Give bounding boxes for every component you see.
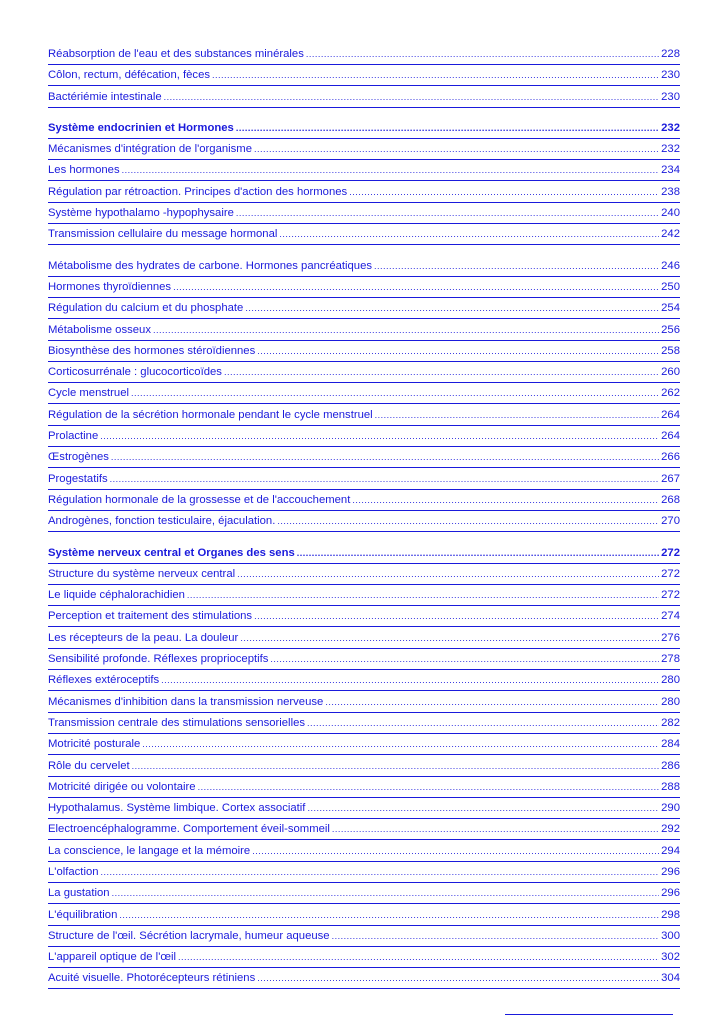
toc-entry-link[interactable] [48,183,680,204]
footer-rule [505,1014,673,1015]
dot-leader [142,735,659,754]
toc-entry-row [48,183,680,203]
toc-entry-title: La gustation [48,887,110,900]
toc-entry-title: Transmission centrale des stimulations sensorielles [48,716,306,729]
dot-leader [257,342,659,361]
dot-leader [173,278,659,297]
toc-entry-link[interactable] [48,363,680,384]
toc-entry-page: 264 [661,408,680,421]
toc-entry-link[interactable] [48,735,680,756]
toc-entry-title: Réabsorption de l'eau et des substances minérales [48,48,304,60]
toc-entry-title: Structure de l'œil. Sécrétion lacrymale, humeur aqueuse [48,929,330,942]
toc-entry-link[interactable] [48,863,680,884]
toc-entry-page: 250 [661,280,680,293]
dot-leader [236,204,659,223]
dot-leader [349,183,659,202]
toc-entry-title: Hormones thyroïdiennes [48,280,172,293]
section-gap [48,109,680,119]
toc-entry-title: Electroencéphalogramme. Comportement éveil-sommeil [48,823,330,836]
toc-entry-link[interactable] [48,799,680,820]
dot-leader [236,119,659,138]
toc-entry-page: 262 [661,387,680,400]
toc-entry-row [48,714,680,734]
toc-entry-page: 296 [661,865,680,878]
toc-entry-title: Transmission cellulaire du message hormonal [48,228,278,241]
toc-entry-link[interactable] [48,140,680,161]
dot-leader [375,406,659,425]
toc-entry-row [48,693,680,713]
toc-entry-link[interactable] [48,884,680,905]
toc-entry-title: Motricité posturale [48,738,141,751]
toc-entry-row [48,906,680,926]
toc-entry-title: Système endocrinien et Hormones [48,121,234,134]
toc-entry-page: 272 [661,567,680,580]
dot-leader [307,714,659,733]
toc-entry-link[interactable] [48,491,680,512]
toc-entry-link[interactable] [48,586,680,607]
dot-leader [111,448,659,467]
toc-entry-row [48,969,680,989]
toc-entry-link[interactable] [48,427,680,448]
toc-entry-link[interactable] [48,969,680,990]
toc-entry-row [48,884,680,904]
toc-entry-page: 266 [661,451,680,464]
toc-entry-page: 298 [661,908,680,921]
dot-leader [100,427,659,446]
toc-entry-title: Progestatifs [48,472,108,485]
toc-entry-title: Le liquide céphalorachidien [48,589,185,602]
dot-leader [164,88,659,107]
toc-entry-link[interactable] [48,671,680,692]
toc-entry-page: 276 [661,631,680,644]
toc-entry-link[interactable] [48,225,680,246]
toc-entry-link[interactable] [48,948,680,969]
toc-entry-page: 232 [661,121,680,134]
dot-leader [101,863,660,882]
dot-leader [178,948,659,967]
toc-entry-row [48,586,680,606]
toc-entry-page: 228 [661,48,680,60]
toc-entry-link[interactable] [48,321,680,342]
toc-entry-link[interactable] [48,512,680,533]
toc-entry-link[interactable] [48,448,680,469]
toc-entry-link[interactable] [48,820,680,841]
toc-entry-row [48,470,680,490]
toc-entry-title: Prolactine [48,430,99,443]
toc-entry-title: Côlon, rectum, défécation, fèces [48,69,211,82]
dot-leader [252,842,659,861]
toc-entry-link[interactable] [48,778,680,799]
toc-entry-page: 272 [661,589,680,602]
toc-entry-page: 256 [661,323,680,336]
toc-entry-row [48,140,680,160]
toc-entry-row [48,491,680,511]
toc-entry-row [48,948,680,968]
dot-leader [254,607,659,626]
dot-leader [212,66,659,85]
toc-entry-page: 296 [661,887,680,900]
toc-entry-page: 264 [661,430,680,443]
toc-entry-link[interactable] [48,470,680,491]
toc-entry-title: L'équilibration [48,908,118,921]
toc-entry-page: 270 [661,515,680,528]
toc-entry-row [48,45,680,65]
dot-leader [297,544,659,563]
toc-entry-row [48,88,680,108]
dot-leader [307,799,659,818]
toc-entry-page: 274 [661,610,680,623]
toc-entry-row [48,565,680,585]
toc-entry-row [48,321,680,341]
toc-entry-page: 272 [661,546,680,559]
toc-entry-row [48,863,680,883]
toc-entry-link[interactable] [48,757,680,778]
dot-leader [245,299,659,318]
toc-entry-row [48,448,680,468]
toc-entry-row [48,650,680,670]
dot-leader [110,470,659,489]
toc-entry-title: Cycle menstruel [48,387,129,400]
toc-entry-page: 230 [661,90,680,103]
toc-entry-page: 246 [661,259,680,272]
dot-leader [257,969,659,988]
toc-entry-title: Les récepteurs de la peau. La douleur [48,631,239,644]
toc-entry-title: Mécanismes d'intégration de l'organisme [48,143,252,156]
toc-entry-title: Régulation par rétroaction. Principes d'action des hormones [48,185,348,198]
toc-entry-title: Sensibilité profonde. Réflexes proprioceptifs [48,653,269,666]
toc-entry-title: Système hypothalamo -hypophysaire [48,207,234,220]
toc-entry-row [48,406,680,426]
dot-leader [352,491,659,510]
toc-entry-page: 240 [661,207,680,220]
toc-entry-row [48,544,680,564]
dot-leader [161,671,659,690]
dot-leader [332,927,660,946]
dot-leader [254,140,659,159]
toc-entry-row [48,842,680,862]
toc-entry-link[interactable] [48,906,680,927]
toc-entry-row [48,820,680,840]
toc-entry-title: La conscience, le langage et la mémoire [48,844,251,857]
dot-leader [270,650,659,669]
toc-entry-row [48,778,680,798]
toc-entry-title: L'olfaction [48,865,99,878]
toc-entry-page: 254 [661,302,680,315]
dot-leader [198,778,660,797]
dot-leader [332,820,659,839]
toc-entry-page: 242 [661,228,680,241]
toc-entry-link[interactable] [48,299,680,320]
toc-entry-row [48,161,680,181]
toc-entry-page: 302 [661,951,680,964]
toc-entry-link[interactable] [48,342,680,363]
dot-leader [240,629,659,648]
dot-leader [112,884,660,903]
toc-entry-page: 286 [661,759,680,772]
dot-leader [325,693,659,712]
dot-leader [132,757,660,776]
toc-entry-row [48,427,680,447]
toc-entry-page: 294 [661,844,680,857]
toc-entry-page: 258 [661,344,680,357]
toc-entry-row [48,342,680,362]
dot-leader [279,225,659,244]
toc-entry-row [48,629,680,649]
toc-entry-row [48,225,680,245]
toc-section-link[interactable] [48,544,680,565]
toc-entry-page: 284 [661,738,680,751]
toc-entry-row [48,799,680,819]
toc-entry-row [48,607,680,627]
toc-entry-row [48,757,680,777]
toc-entry-page: 288 [661,780,680,793]
toc-entry-title: Métabolisme des hydrates de carbone. Hormones pancréatiques [48,259,373,272]
dot-leader [224,363,659,382]
section-gap [48,534,680,544]
dot-leader [374,257,659,276]
toc-entry-page: 234 [661,164,680,177]
toc-entry-row [48,278,680,298]
toc-entry-page: 267 [661,472,680,485]
toc-entry-link[interactable] [48,842,680,863]
toc-entry-page: 290 [661,802,680,815]
toc-entry-title: Corticosurrénale : glucocorticoïdes [48,366,222,379]
toc-entry-row [48,735,680,755]
toc-entry-link[interactable] [48,278,680,299]
dot-leader [277,512,659,531]
toc-entry-title: Régulation de la sécrétion hormonale pendant le cycle menstruel [48,408,373,421]
toc-entry-page: 268 [661,493,680,506]
toc-entry-row [48,384,680,404]
table-of-contents [48,45,680,991]
toc-entry-page: 292 [661,823,680,836]
toc-entry-row [48,671,680,691]
toc-entry-title: Androgènes, fonction testiculaire, éjaculation. [48,515,276,528]
toc-entry-title: Bactériémie intestinale [48,90,162,103]
toc-entry-title: Réflexes extéroceptifs [48,674,160,687]
toc-entry-link[interactable] [48,384,680,405]
toc-entry-page: 230 [661,69,680,82]
dot-leader [187,586,659,605]
toc-entry-row [48,204,680,224]
dot-leader [122,161,660,180]
toc-entry-title: Régulation du calcium et du phosphate [48,302,244,315]
toc-entry-row [48,257,680,277]
toc-entry-link[interactable] [48,88,680,109]
toc-entry-page: 278 [661,653,680,666]
toc-entry-link[interactable] [48,693,680,714]
toc-entry-page: 260 [661,366,680,379]
toc-entry-row [48,299,680,319]
toc-entry-title: L'appareil optique de l'œil [48,951,177,964]
toc-entry-link[interactable] [48,257,680,278]
toc-entry-page: 238 [661,185,680,198]
toc-entry-link[interactable] [48,629,680,650]
toc-entry-title: Régulation hormonale de la grossesse et de l'accouchement [48,493,351,506]
toc-entry-title: Métabolisme osseux [48,323,151,336]
toc-entry-row [48,927,680,947]
dot-leader [153,321,659,340]
toc-entry-row [48,119,680,139]
toc-entry-title: Motricité dirigée ou volontaire [48,780,196,793]
toc-section-link[interactable] [48,119,680,140]
dot-leader [306,45,659,64]
dot-leader [119,906,659,925]
toc-entry-link[interactable] [48,406,680,427]
toc-entry-page: 280 [661,674,680,687]
toc-entry-title: Les hormones [48,164,120,177]
toc-entry-link[interactable] [48,45,680,66]
toc-entry-page: 282 [661,716,680,729]
toc-entry-link[interactable] [48,161,680,182]
toc-entry-title: Hypothalamus. Système limbique. Cortex associatif [48,802,306,815]
toc-entry-title: Rôle du cervelet [48,759,130,772]
toc-entry-title: Acuité visuelle. Photorécepteurs rétiniens [48,972,256,985]
toc-entry-link[interactable] [48,204,680,225]
toc-entry-title: Biosynthèse des hormones stéroïdiennes [48,344,256,357]
toc-entry-page: 280 [661,695,680,708]
toc-entry-link[interactable] [48,66,680,87]
toc-entry-title: Structure du système nerveux central [48,567,236,580]
toc-entry-title: Perception et traitement des stimulations [48,610,253,623]
toc-entry-page: 232 [661,143,680,156]
dot-leader [131,384,659,403]
section-gap [48,247,680,257]
toc-entry-title: Mécanismes d'inhibition dans la transmission nerveuse [48,695,324,708]
toc-entry-row [48,363,680,383]
toc-entry-link[interactable] [48,927,680,948]
dot-leader [237,565,659,584]
toc-entry-title: Œstrogènes [48,451,109,464]
toc-entry-page: 304 [661,972,680,985]
toc-entry-link[interactable] [48,714,680,735]
toc-entry-link[interactable] [48,650,680,671]
toc-entry-title: Système nerveux central et Organes des sens [48,546,295,559]
toc-entry-page: 300 [661,929,680,942]
toc-entry-link[interactable] [48,565,680,586]
toc-entry-link[interactable] [48,607,680,628]
toc-entry-row [48,66,680,86]
toc-entry-row [48,512,680,532]
